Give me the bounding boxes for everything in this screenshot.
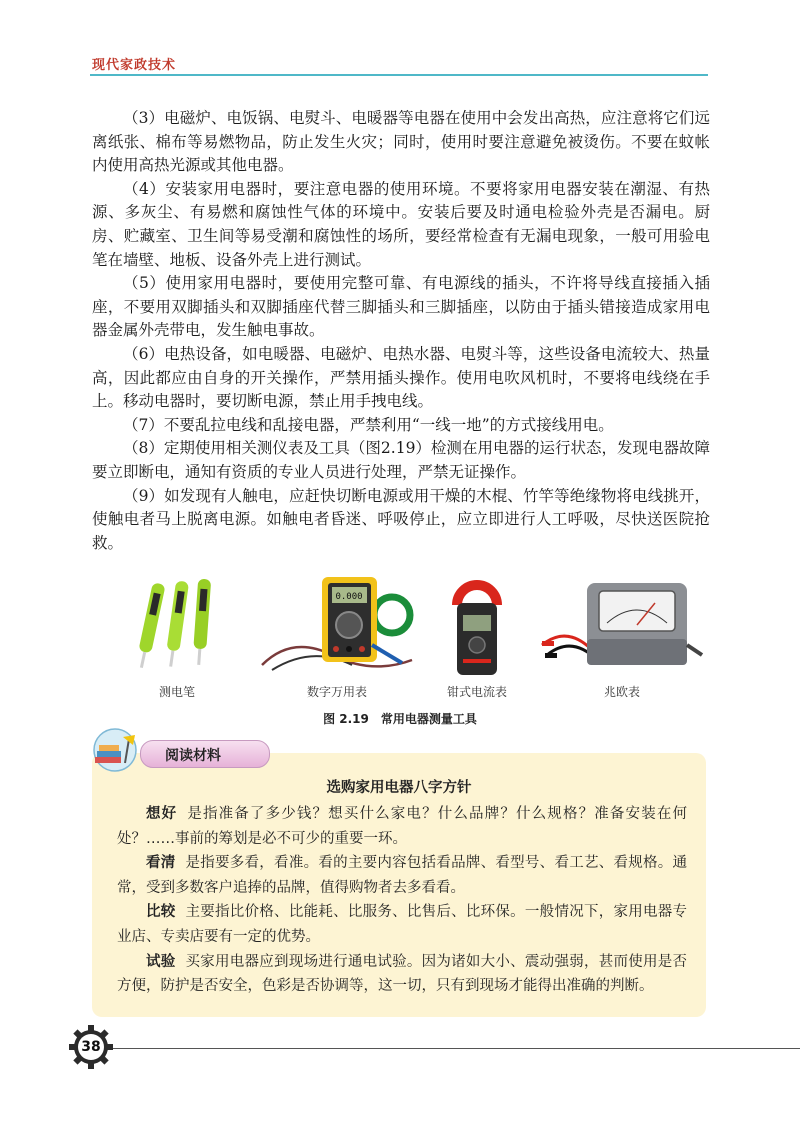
reading-term: 比较 bbox=[146, 904, 176, 921]
paragraph-4: （4）安装家用电器时，要注意电器的使用环境。不要将家用电器安装在潮湿、有热源、多灰尘、有易燃和腐蚀性气体的环境中。安装后要及时通电检验外壳是否漏电。厨房、贮藏室、卫生间等易受潮和腐蚀性的场所，要经常检查有无漏电现象，一般可用验电笔在墙壁、地板、设备外壳上进行测试。 bbox=[92, 179, 710, 269]
reading-text: 主要指比价格、比能耗、比服务、比售后、比环保。一般情况下，家用电器专业店、专卖店要有一定的优势。 bbox=[117, 904, 687, 945]
reading-text: 是指要多看，看准。看的主要内容包括看品牌、看型号、看工艺、看规格。通常，受到多数客户追捧的品牌，值得购物者去多看看。 bbox=[117, 855, 687, 896]
tool-megohmmeter bbox=[537, 575, 707, 700]
tool-voltage-tester bbox=[132, 575, 222, 700]
reading-entry bbox=[117, 950, 687, 999]
paragraph-3: （3）电磁炉、电饭锅、电熨斗、电暖器等电器在使用中会发出高热，应注意将它们远离纸张、棉布等易燃物品，防止发生火灾；同时，使用时要注意避免被烫伤。不要在蚊帐内使用高热光源或其他电器。 bbox=[92, 109, 710, 175]
tool-label: 钳式电流表 bbox=[446, 685, 507, 699]
paragraph-6: （6）电热设备，如电暖器、电磁炉、电热水器、电熨斗等，这些设备电流较大、热量高，因此都应由自身的开关操作，严禁用插头操作。使用电吹风机时，不要将电线绕在手上。移动电器时，要切断电源，禁止用手拽电线。 bbox=[92, 344, 710, 411]
voltage-tester-image bbox=[132, 575, 222, 675]
tool-clamp-meter bbox=[432, 575, 522, 700]
reading-entry bbox=[117, 802, 687, 851]
tool-label: 数字万用表 bbox=[306, 685, 367, 699]
reading-text: 买家用电器应到现场进行通电试验。因为诸如大小、震动强弱，甚而使用是否方便，防护是否安全，色彩是否协调等，这一切，只有到现场才能得出准确的判断。 bbox=[117, 953, 687, 995]
multimeter-image bbox=[252, 575, 422, 675]
book-lamp-icon bbox=[85, 727, 145, 773]
reading-tab bbox=[140, 740, 270, 768]
reading-term: 想好 bbox=[146, 806, 178, 822]
reading-text: 是指准备了多少钱？想买什么家电？什么品牌？什么规格？准备安装在何处？……事前的筹划是必不可少的重要一环。 bbox=[117, 806, 688, 847]
tool-label: 测电笔 bbox=[158, 685, 195, 699]
figure-tools bbox=[92, 575, 710, 705]
footer-rule bbox=[110, 1048, 800, 1049]
figure-caption: 图 2.19 常用电器测量工具 bbox=[323, 712, 477, 726]
tool-label: 兆欧表 bbox=[603, 685, 640, 699]
megohmmeter-image bbox=[537, 575, 707, 685]
reading-term: 试验 bbox=[146, 953, 176, 970]
body-text bbox=[92, 107, 710, 555]
page-header-title: 现代家政技术 bbox=[92, 58, 177, 73]
reading-body bbox=[117, 802, 687, 999]
page-number: 38 bbox=[81, 1039, 101, 1055]
reading-term: 看清 bbox=[146, 855, 176, 872]
reading-entry bbox=[117, 900, 687, 949]
paragraph-9: （9）如发现有人触电，应赶快切断电源或用干燥的木棍、竹竿等绝缘物将电线挑开，使触电者马上脱离电源。如触电者昏迷、呼吸停止，应立即进行人工呼吸，尽快送医院抢救。 bbox=[92, 486, 710, 552]
tool-multimeter bbox=[252, 575, 422, 700]
page-header-rule bbox=[90, 74, 708, 76]
paragraph-8: （8）定期使用相关测仪表及工具（图2.19）检测在用电器的运行状态，发现电器故障要立即断电，通知有资质的专业人员进行处理，严禁无证操作。 bbox=[92, 439, 710, 481]
paragraph-5: （5）使用家用电器时，要使用完整可靠、有电源线的插头，不许将导线直接插入插座，不要用双脚插头和双脚插座代替三脚插头和三脚插座，以防由于插头错接造成家用电器金属外壳带电，发生触电事故。 bbox=[92, 274, 710, 340]
clamp-meter-image bbox=[432, 575, 522, 680]
multimeter-display: 0.000 bbox=[335, 592, 363, 602]
reading-entry bbox=[117, 851, 687, 900]
reading-tab-label: 阅读材料 bbox=[165, 748, 221, 764]
paragraph-7: （7）不要乱拉电线和乱接电器，严禁利用“一线一地”的方式接线用电。 bbox=[123, 415, 614, 434]
reading-title: 选购家用电器八字方针 bbox=[326, 780, 472, 796]
